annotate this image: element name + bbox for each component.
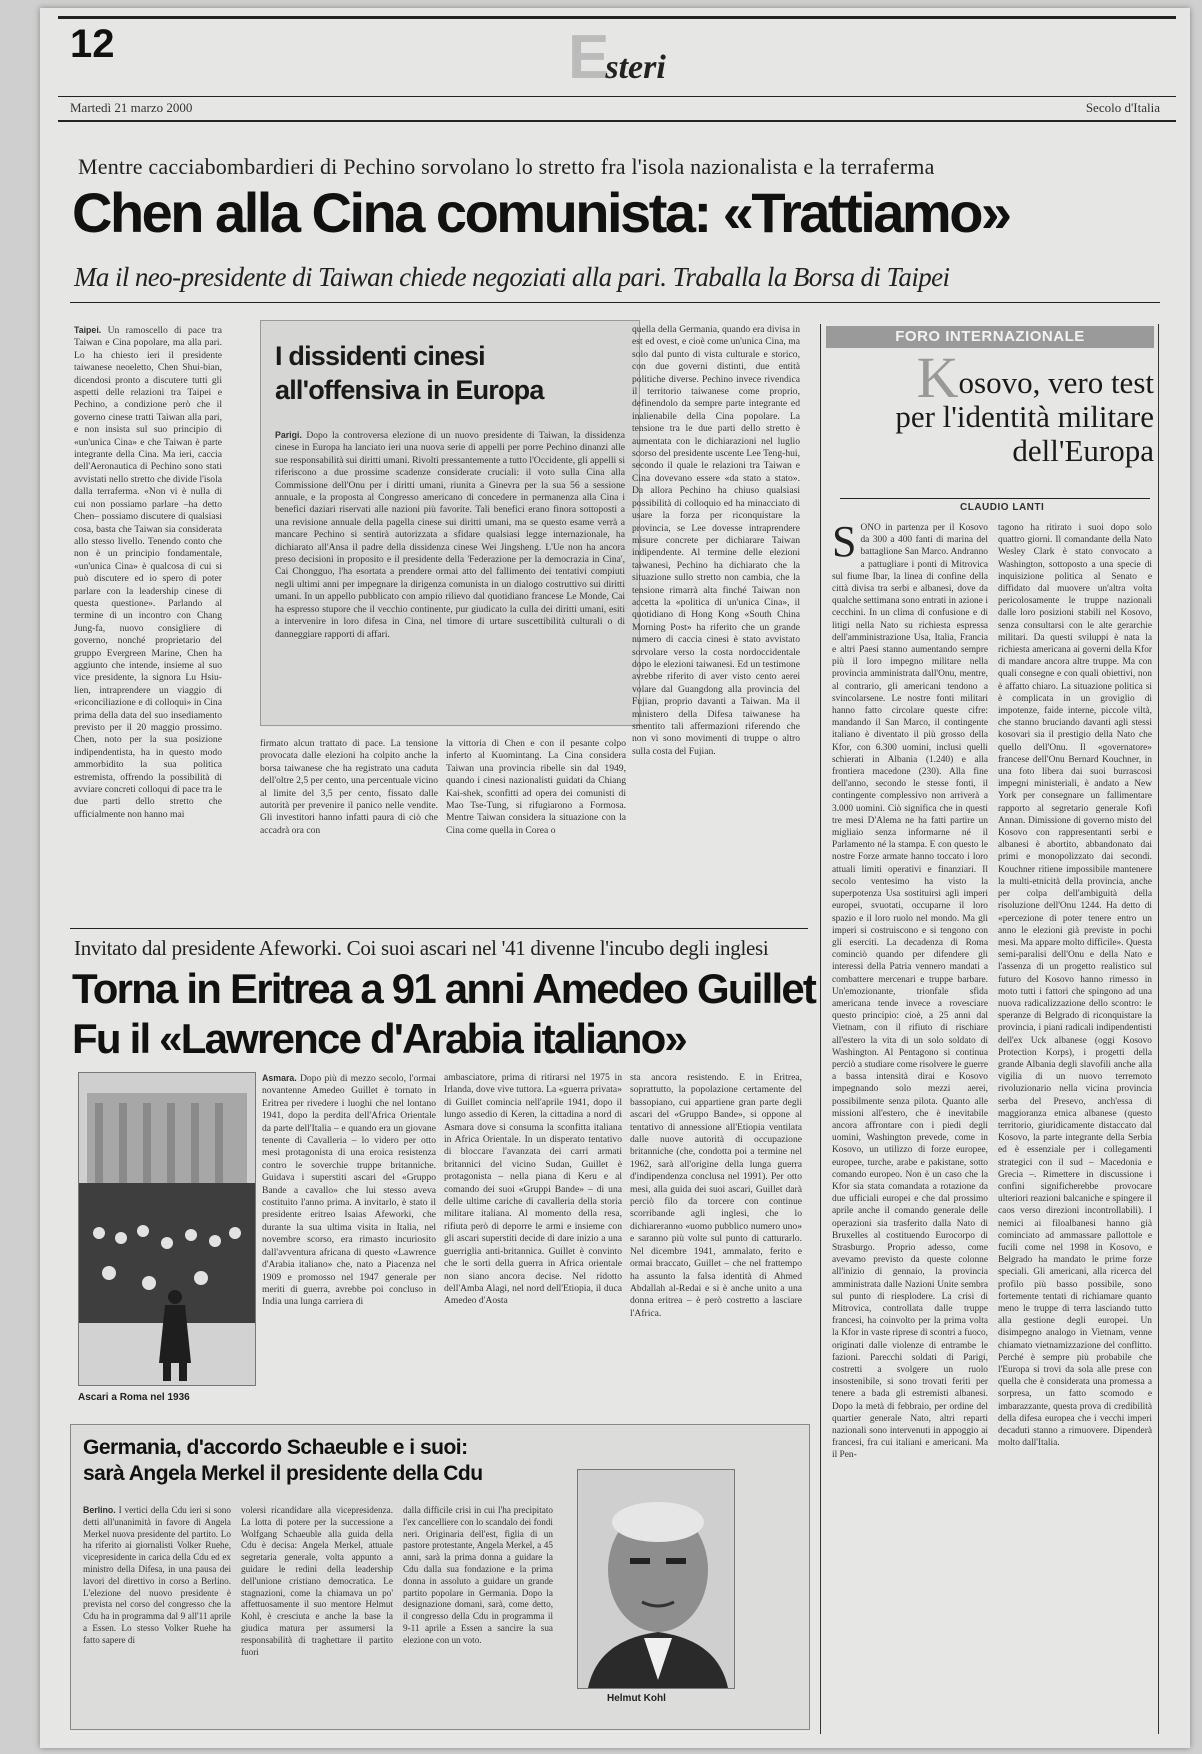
guillet-headline: [72, 964, 815, 1064]
kosovo-title-rule: [840, 498, 1150, 499]
kosovo-title-line3: dell'Europa: [1012, 433, 1154, 468]
portrait-eye-left: [630, 1558, 650, 1564]
header-bottom-rule: [58, 120, 1176, 122]
lead-text-4: quella della Germania, quando era divisa in est ed ovest, e cioè come un'unica Cina, ma solo dal punto di vista culturale e storico, con due governi distinti, due entità politiche diverse. Pechino invece rivendica il territorio taiwanese come proprio, definendolo da sempre parte integrante ed inalienabile della Cina popolare. La tensione tra le due parti dello stretto è aumentata con le dichiarazioni nel luglio scorso del presidente uscente Lee Teng-hui, secondo il quale le relazioni tra Taiwan e Cina dovevano essere «da stato a stato». Da allora Pechino ha chiuso qualsiasi possibilità di colloquio ed ha minacciato di usare la forza per riconquistare la provincia, se Lee dovesse intraprendere misure concrete per dichiarare Taiwan indipendente. Al termine delle elezioni taiwanesi, Pechino ha dichiarato che la situazione sullo stretto non cambia, che la tensione rimarrà alta finché Taiwan non accetta la «politica di un'unica Cina», il quotidiano di Hong Kong «South China Morning Post» ha riferito che un grande numero di caccia cinesi è stato avvistato sorvolare verso la costa nordoccidentale dopo le elezioni taiwanesi. Ed un testimone avrebbe riferito di aver visto cento aerei volare dal Guangdong alla provincia del Fujian, proprio davanti a Taiwan. Ma il ministero della Difesa taiwanese ha smentito tali affermazioni riferendo che non vi sono movimenti di truppe o altro sulla costa del Fujian.: [632, 324, 800, 757]
guillet-headline-line1: Torna in Eritrea a 91 anni Amedeo Guillet: [72, 965, 816, 1012]
portrait-hair: [612, 1502, 704, 1542]
photo-troops: [79, 1183, 255, 1323]
lead-subhead: Ma il neo-presidente di Taiwan chiede negoziati alla pari. Traballa la Borsa di Taipei: [74, 262, 950, 292]
parade-illustration: [79, 1073, 255, 1385]
kosovo-column-2: [998, 522, 1152, 1732]
lead-dateline: Taipei.: [74, 325, 102, 335]
merkel-column-3: [403, 1505, 553, 1719]
kosovo-title-initial: K: [916, 345, 959, 410]
lead-text-3: la vittoria di Chen e con il pesante colpo inferto al Kuomintang. La Cina considera Taiwan una provincia ribelle sin dal 1949, quando i cinesi nazionalisti guidati da Chiang Kai-shek, sconfitti ad opera dei comunisti di Mao Tse-Tung, si rifugiarono a Formosa. Mentre Taiwan considera la situazione con la Cina come quella in Corea o: [446, 738, 626, 836]
section-name: steri: [605, 49, 666, 86]
issue-date: Martedì 21 marzo 2000: [70, 100, 193, 115]
merkel-text-2: volersi ricandidare alla vicepresidenza. La lotta di potere per la successione a Wolfgang Schaeuble alla guida della Cdu è decisa: Angela Merkel, attuale segretaria generale, volta appunto a guidare le redini della leadership dell'unione cristiano democratica. Le stagnazioni, come la chiamava un po' affettuosamente il suo mentore Helmut Kohl, è cresciuta e anche la base la giudica matura per assumersi la responsabilità di traghettare il partito fuori: [241, 1505, 393, 1657]
kosovo-author: CLAUDIO LANTI: [960, 502, 1045, 513]
kosovo-title-line2: per l'identità militare: [895, 399, 1154, 434]
newspaper-page: [40, 8, 1190, 1748]
lead-column-4: [632, 324, 800, 954]
dissidents-headline-line1: I dissidenti cinesi: [275, 341, 485, 371]
lead-column-2: [260, 738, 438, 954]
ascari-caption: Ascari a Roma nel 1936: [78, 1392, 190, 1403]
section-initial: E: [568, 23, 610, 92]
guillet-dateline: Asmara.: [262, 1073, 297, 1083]
dissidents-headline: [275, 339, 544, 407]
portrait-eye-right: [666, 1558, 686, 1564]
kohl-photo: [577, 1469, 735, 1689]
guillet-headline-line2: Fu il «Lawrence d'Arabia italiano»: [72, 1015, 686, 1062]
merkel-text-1: I vertici della Cdu ieri si sono detti all'unanimità in favore di Angela Merkel nuova presidente del partito. Lo ha riferito ai giornalisti Volker Ruehe, vicepresidente in carica della Cdu ed ex ministro della Difesa, in una pausa dei lavori del direttivo in corso a Berlino. L'elezione del nuovo presidente è prevista nel corso del congresso che la Cdu ha in programma dal 9 all'11 aprile a Essen. Lo stesso Volker Ruehe ha fatto sapere di: [83, 1505, 231, 1645]
lead-kicker: Mentre cacciabombardieri di Pechino sorvolano lo stretto fra l'isola nazionalista e la terraferma: [78, 154, 935, 179]
header-rule: [58, 96, 1176, 97]
dissidents-text: Dopo la controversa elezione di un nuovo presidente di Taiwan, la dissidenza cinese in Europa ha lanciato ieri una nuova serie di appelli per porre Pechino dinanzi alle sue responsabilità sui diritti umani. Rivolti pressantemente a tutto l'Occidente, gli appelli si riferiscono a due prossime scadenze considerate cruciali: il voto sulla Cina alla Commissione dell'Onu per i diritti umani, riunita a Ginevra per la sua 56 a sessione annuale, e la proposta al Congresso americano di concedere in permanenza alla Cina i benefici daziari riservati alle nazioni più favorite. Tali benefici erano finora sottoposti a una revisione annuale della pagella cinese sui diritti umani, ma se questo esame verrà a mancare Pechino si sentirà autorizzata a sfidare qualsiasi legge internazionale, ha dichiarato all'Ansa il padre della dissidenza cinese Wei Jingsheng. L'Ue non ha ancora preso decisioni in proposito e il presidente della 'Federazione per la democrazia in Cina', Cai Chongguo, l'ha esortata a prendere ormai atto del fallimento dei tentativi compiuti negli ultimi anni per impegnare la dirigenza comunista in un dialogo costruttivo sui diritti umani. In un appello pubblicato con ampio rilievo dal quotidiano francese Le Monde, Cai ha espresso stupore che il vecchio continente, pur giudicato la culla dei diritti umani, esiti a intervenire in loro difesa in Cina, nel timore di urtare suscettibilità culturali o di danneggiare rapporti di affari.: [275, 430, 625, 640]
guillet-column-3: [630, 1072, 802, 1402]
kosovo-text-1: ONO in partenza per il Kosovo da 300 a 400 fanti di marina del battaglione San Marco. Andranno a pattugliare i ponti di Mitrovica sul fiume Ibar, la linea di confine della città divisa tra serbi e albanesi, dove da qualche settimana sono entrati in azione i cecchini. In un clima di confusione e di litigi nella Nato su richiesta espressa dell'amministrazione Usa, Italia, Francia e altri Paesi stanno aumentando sempre più il loro impegno militare nella provincia amministrata dall'Onu, mentre, al contrario, gli americani tendono a svincolarsene. Le nostre fonti militari hanno fatto circolare queste cifre: mandando il San Marco, il contingente italiano è diventato il più grosso della Kfor, con 6.300 uomini, inclusi quelli schierati in Albania (1.240) e alla frontiera macedone (230). Alla fine dell'anno, secondo le stesse fonti, il contingente complessivo non arriverà a 3.000 uomini. Ciò significa che in questi tre mesi D'Alema ne ha fatti partire un migliaio senza informarne né il Parlamento né la stampa. E con questo le nostre Forze armate hanno toccato i loro attuali limiti operativi e finanziari. Il secolo ventesimo ha visto la superpotenza Usa sostituirsi agli imperi europei, svuotati, occuparne il loro spazio e il loro ruolo nel mondo. Ma gli imperi si costruiscono e si tengono con gli eserciti. La decadenza di Roma cominciò quando per difendere gli interessi della Patria vennero mandati a combattere mercenari e truppe barbare. Un'emozionante, trionfale sfida americana tende invece a rovesciare questo principio: cioè, a 25 anni dal Vietnam, con il rifiuto di rischiare all'estero la vita di un solo soldato di Washington. Al Pentagono si continua perciò a studiare come risolvere le guerre a bassa intensità dirai e Kosovo impegnando solo mezzi aerei, possibilmente senza pilota. Quanto alle missioni all'estero, che è inevitabile ancora affrontare con i piedi degli uomini, Washington prevede, come in Kosovo, un utilizzo di forze europee, europee, turche, arabe e pakistane, sotto comando europeo. Non è un caso che la Kfor sia stata comandata a rotazione da due ufficiali europei e che dal prossimo aprile anche il comando generale delle operazioni sia trasferito dalla Nato di Bruxelles al costituendo Eurocorpo di Strasburgo. Proprio adesso, come avevamo previsto da queste colonne all'inizio di gennaio, la provincia amministrata dalle Nazioni Unite sembra sul punto di riesplodere. La crisi di Mitrovica, controllata dalle truppe francesi, ha coinvolto per la prima volta la Kfor in vaste riprese di scontri a fuoco, originati dalle violenze di entrambe le fazioni. Parecchi soldati di Parigi, costretti a svolgere un ruolo insostenibile, si sono trovati feriti per tenere a bada gli estremisti albanesi. Dopo la metà di febbraio, per ordine del quartier generale Nato, altri reparti nazionali sono intervenuti in appoggio ai francesi, fra cui italiani e americani. Ma il Pen-: [832, 523, 988, 1461]
guillet-text-3: sta ancora resistendo. E in Eritrea, soprattutto, la popolazione certamente del bassopiano, cui appartiene gran parte degli ascari del «Gruppo Bande», si oppone al tentativo di annessione all'Etiopia ventilata dalle nuove autorità di occupazione britanniche (che, condotta poi a termine nel 1962, sarà all'origine della lunga guerra d'indipendenza conclusa nel 1991). Per otto mesi, alla guida dei suoi ascari, Guillet darà perciò filo da torcere con continue scorribande agli inglesi, che lo dichiareranno «uomo pubblico numero uno» e saranno più volte sul punto di catturarlo. Nel dicembre 1941, ammalato, ferito e ormai braccato, Guillet – che nel frattempo ha assunto la falsa identità di Ahmed Abdallah al-Redai e si è anche unito a una donna eritrea – è però costretto a lasciare l'Africa.: [630, 1072, 802, 1319]
merkel-text-3: dalla difficile crisi in cui l'ha precipitato l'ex cancelliere con lo scandalo dei fondi neri. Originaria dell'est, figlia di un pastore protestante, Angela Merkel, a 45 anni, sarà la prima donna a guidare la Cdu dalla sua fondazione e la prima donna in assoluto a guidare un grande partito popolare in Germania. Dopo la designazione domani, sarà, come detto, il congresso della Cdu in programma il 9-11 aprile a Essen a sancire la sua elezione con un voto.: [403, 1505, 553, 1645]
kosovo-title: [826, 345, 1154, 468]
kosovo-rubric: FORO INTERNAZIONALE: [826, 326, 1154, 348]
lead-bottom-rule: [70, 928, 808, 929]
kosovo-right-border: [1158, 324, 1159, 1734]
merkel-headline-line1: Germania, d'accordo Schaeuble e i suoi:: [83, 1436, 468, 1459]
dissidents-headline-line2: all'offensiva in Europa: [275, 375, 544, 405]
kosovo-dropcap: S: [832, 522, 857, 566]
lead-subhead-rule: [70, 302, 1160, 303]
guillet-column-2: [444, 1072, 622, 1402]
guillet-kicker: Invitato dal presidente Afeworki. Coi suoi ascari nel '41 divenne l'incubo degli inglesi: [74, 936, 769, 960]
lead-text-2: firmato alcun trattato di pace. La tensione provocata dalle elezioni ha colpito anche la borsa taiwanese che ha registrato una caduta dell'oltre 2,5 per cento, una percentuale vicino al limite del 3,5 per cento, fissato dalle autorità per prevenire il panico nelle vendite. Gli investitori hanno infatti paura di ciò che accadrà ora con: [260, 738, 438, 836]
section-title: [568, 23, 666, 92]
lead-column-1: [74, 324, 222, 954]
top-rule: [58, 16, 1176, 19]
lead-text-1: Un ramoscello di pace tra Taiwan e Cina popolare, ma alla pari. Lo ha chiesto ieri il presidente taiwanese neoeletto, Chen Shui-bian, dicendosi pronto a discutere tutti gli aspetti delle relazioni tra Taipei e Pechino, a condizione però che il governo cinese tratti Taiwan alla pari, e non insista sul suo principio di «un'unica Cina» e che Taiwan è parte integrante della Cina. Ma ieri, caccia dell'Aeronautica di Pechino sono stati avvistati nello stretto che divide l'isola dalla terraferma. «Non vi è nulla di cui non possiamo parlare –ha detto Chen– possiamo discutere di qualsiasi cosa, basta che Taiwan sia considerata allo stesso livello. Tenendo conto che non è un principio fondamentale, «un'unica Cina» è qualcosa di cui si può discutere ed io spero di poter parlare con la leadership cinese di questa questione». Parlando al termine di un incontro con Chang Jung-fa, nuovo consigliere di governo, nonché proprietario del gruppo Evergreen Marine, Chen ha aggiunto che intende, insieme al suo vice presidente, la signora Lu Hsiu-lien, intraprendere un viaggio di «riconciliazione e di colloqui» in Cina prima della data del suo insediamento previsto per il 20 maggio prossimo. Chen, noto per la sua posizione indipendentista, ha in questo modo ammorbidito la sua politica estremista, offrendo la possibilità di avviare concreti colloqui di pace tra le due parti dello stretto che ufficialmente non hanno mai: [74, 325, 222, 820]
kosovo-column-1: [832, 522, 988, 1732]
kosovo-title-line1: osovo, vero test: [958, 365, 1154, 400]
merkel-column-2: [241, 1505, 393, 1719]
merkel-dateline: Berlino.: [83, 1505, 116, 1515]
guillet-text-2: ambasciatore, prima di ritirarsi nel 1975 in Irlanda, dove vive tuttora. La «guerra privata» di Guillet comincia nell'aprile 1941, dopo il lungo assedio di Keren, la cittadina a nord di Asmara dove si consuma la sconfitta italiana in Africa Orientale. In un disperato tentativo di bloccare l'avanzata dei carri armati britannici del vicino Sudan, Guillet è protagonista – nella piana di Keru e al comando dei suoi «Gruppi Bande» – di una delle ultime cariche di cavalleria della storia militare italiana. Al momento della resa, rifiuta però di deporre le armi e insieme con gli ascari superstiti decide di dare inizio a una guerriglia anti-britannica. Guillet è convinto che le sorti della guerra in Africa orientale non siano ancora decise. Nel ridotto dell'Amba Alagi, nel nord dell'Etiopia, il duca Amedeo d'Aosta: [444, 1072, 622, 1307]
guillet-column-1: [262, 1072, 436, 1402]
kohl-caption: Helmut Kohl: [607, 1693, 666, 1704]
dissidents-body: [275, 429, 625, 719]
page-number: 12: [70, 22, 115, 66]
newspaper-name: Secolo d'Italia: [1085, 100, 1160, 115]
lead-column-3: [446, 738, 626, 954]
dissidents-dateline: Parigi.: [275, 430, 302, 440]
kosovo-text-2: tagono ha ritirato i suoi dopo solo quattro giorni. Il comandante della Nato Wesley Clark è stato convocato a Washington, sottoposto a una specie di inquisizione politica al Senato e diffidato dal muovere un'altra volta pericolosamente le truppe nazionali dalle loro posizioni stabili nel Kosovo, senza consultarsi con le alte gerarchie militari. Da questi sviluppi è nata la richiesta americana ai governi della Kfor di mandare ancora altre truppe. Ma con quali consegne e con quali obiettivi, non è affatto chiaro. La situazione politica si è complicata in un groviglio di impotenze, faide interne, piccole viltà, che stanno bruciando davanti agli stessi kosovari sia il prestigio della Nato che quello dell'Onu. Il «governatore» francese dell'Onu Bernard Kouchner, in una foto libera dai suoi burrascosi impegni ministeriali, è andato a New York per consegnare un fallimentare rapporto al segretario generale Kofi Annan. Dimissione di governo misto del Kosovo con rappresentanti serbi e albanesi è abortito, abbandonato dai primi e monopolizzato dai secondi. Kouchner ritiene impossibile mantenere la multi-etnicità della provincia, anche per colpa dell'ambiguità della risoluzione dell'Onu 1244. Ha detto di «percezione di poter tenere entro un anno le elezioni già previste in pochi mesi. Ma appare molto difficile». Questa semi-paralisi dell'Onu e della Nato e l'assenza di un progetto realistico sul futuro del Kosovo hanno rimesso in moto tutti i fattori che spingono ad una nuova radicalizzazione dello scontro: le speranze di Belgrado di riconquistare la provincia, i piani radicali indipendentisti dell'ex Uck albanese (oggi Kosovo Protection Korps), i progetti della grande Albania degli slavofili anche alla vigilia di un nuovo terremoto rivoluzionario nella vicina provincia serba del Presevo, anch'essa di maggioranza etnica albanese (questo territorio, giuridicamente distaccato dal Kosovo, la parte integrante della Serbia ed è essenziale per i collegamenti strategici con il sud – Macedonia e Grecia –. Rimettere in discussione i confini significherebbe provocare ulteriori reazioni balcaniche e spingere il caos verso direzioni incontrollabili). I nemici ai filoalbanesi hanno già cominciato ad ammassare pallottole e fucili come nel 1998 in Kosovo, e Belgrado ha mandato le prime forze speciali. Gli americani, alla ricerca del profilo più basso possibile, sono fortemente tentati di richiamare quanto meno le truppe di terra lasciando tutto alla gestione degli europei. Un disimpegno analogo in Vietnam, venne chiamato vietnamizzazione del conflitto. Perché è sempre più probabile che l'Europa si trovi da sola alle prese con quella che è considerata una promessa a sorpresa, un fatto scomodo e imbarazzante, questa prova di credibilità della difesa europea che i vecchi imperi decaduti stanno a rimuovere. Dipenderà molto dall'Italia.: [998, 523, 1152, 1449]
merkel-headline-line2: sarà Angela Merkel il presidente della Cdu: [83, 1462, 483, 1485]
merkel-box: [70, 1424, 810, 1730]
kohl-portrait: [578, 1470, 734, 1688]
merkel-headline: [83, 1435, 483, 1487]
ascari-photo: [78, 1072, 256, 1386]
dissidents-box: [260, 320, 640, 726]
lead-headline: Chen alla Cina comunista: «Trattiamo»: [72, 181, 1010, 244]
guillet-text-1: Dopo più di mezzo secolo, l'ormai novantenne Amedeo Guillet è tornato in Eritrea per rivedere i luoghi che nel lontano 1941, dopo la perdita dell'Africa Orientale da parte dell'Italia – e quando era un giovane tenente di Cavalleria – lo videro per otto mesi protagonista di una eroica resistenza contro le soverchie truppe britanniche. Guidava i superstiti ascari del «Gruppo Bande a cavallo» che lui stesso aveva costituito l'anno prima. A invitarlo, è stato il presidente eritreo Isaias Afeworki, che durante la sua ultima visita in Italia, nel novembre scorso, era rimasto incuriosito dall'avventura africana di questo «Lawrence d'Arabia italiano» che, nato a Piacenza nel 1909 e promosso nel 1947 generale per meriti di guerra, avrebbe poi concluso in India una lunga carriera di: [262, 1073, 436, 1308]
merkel-column-1: [83, 1505, 231, 1719]
kosovo-left-border: [820, 324, 821, 1734]
